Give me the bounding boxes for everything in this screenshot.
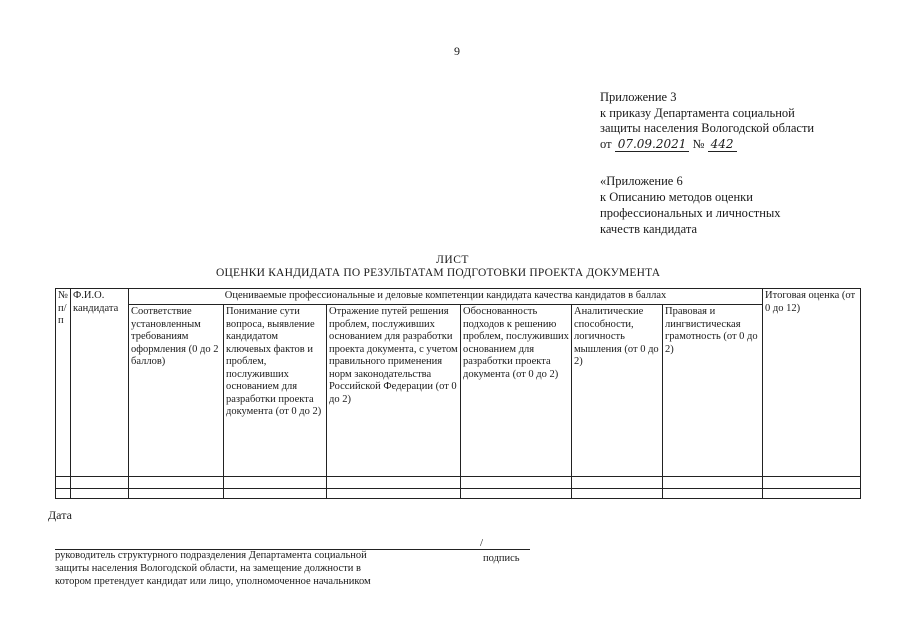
- appendix-line-1: Приложение 3: [600, 90, 677, 104]
- number-prefix: №: [692, 136, 705, 151]
- criterion-header-5: Аналитические способности, логичность мышления (от 0 до 2): [572, 305, 663, 477]
- appendix2-line-4: качеств кандидата: [600, 222, 698, 236]
- criterion-header-6: Правовая и лингвистическая грамотность (от 0 до 2): [663, 305, 763, 477]
- table-cell[interactable]: [71, 477, 129, 489]
- table-cell[interactable]: [71, 489, 129, 499]
- appendix2-line-3: профессиональных и личностных: [600, 206, 781, 220]
- table-cell[interactable]: [763, 489, 861, 499]
- document-title: ЛИСТ: [436, 254, 469, 266]
- table-row: [56, 477, 861, 489]
- signature-label: подпись: [483, 553, 520, 564]
- evaluation-table: [55, 288, 861, 499]
- footer-line-2: защиты населения Вологодской области, на замещение должности в: [55, 563, 361, 574]
- appendix2-line-2: к Описанию методов оценки: [600, 190, 753, 204]
- table-cell[interactable]: [224, 489, 327, 499]
- col-number-header: № п/п: [56, 289, 71, 477]
- table-cell[interactable]: [327, 489, 461, 499]
- signature-slash: /: [480, 537, 484, 549]
- table-cell[interactable]: [663, 477, 763, 489]
- appendix2-line-1: «Приложение 6: [600, 174, 683, 188]
- table-row: [56, 489, 861, 499]
- table-cell[interactable]: [56, 477, 71, 489]
- table-cell[interactable]: [572, 489, 663, 499]
- col-total-header: Итоговая оценка (от 0 до 12): [763, 289, 861, 477]
- date-label: Дата: [48, 508, 72, 522]
- appendix-line-2: к приказу Департамента социальной: [600, 105, 795, 120]
- table-cell[interactable]: [572, 477, 663, 489]
- criterion-header-1: Соответствие установленным требованиям оформления (0 до 2 баллов): [129, 305, 224, 477]
- table-cell[interactable]: [461, 477, 572, 489]
- table-cell[interactable]: [461, 489, 572, 499]
- criterion-header-2: Понимание сути вопроса, выявление кандидатом ключевых фактов и проблем, послуживших основанием для разработки проекта документа (от 0 до 2): [224, 305, 327, 477]
- criterion-header-3: Отражение путей решения проблем, послуживших основанием для разработки проекта документа, с учетом правильного применения норм законодательства Российской Федерации (от 0 до 2): [327, 305, 461, 477]
- table-cell[interactable]: [224, 477, 327, 489]
- table-cell[interactable]: [129, 477, 224, 489]
- order-date: 07.09.2021: [615, 137, 690, 152]
- page-number: 9: [454, 44, 460, 58]
- table-cell[interactable]: [763, 477, 861, 489]
- appendix-date-line: [600, 137, 814, 153]
- table-cell[interactable]: [129, 489, 224, 499]
- col-fio-header: Ф.И.О. кандидата: [71, 289, 129, 477]
- footer-line-1: руководитель структурного подразделения Департамента социальной: [55, 550, 367, 561]
- date-prefix: от: [600, 136, 612, 151]
- document-subtitle: ОЦЕНКИ КАНДИДАТА ПО РЕЗУЛЬТАТАМ ПОДГОТОВКИ ПРОЕКТА ДОКУМЕНТА: [216, 267, 661, 279]
- table-cell[interactable]: [663, 489, 763, 499]
- appendix-line-3: защиты населения Вологодской области: [600, 121, 815, 135]
- table-cell[interactable]: [327, 477, 461, 489]
- order-number: 442: [708, 137, 737, 152]
- signatory-description: [55, 549, 371, 588]
- criterion-header-4: Обоснованность подходов к решению проблем, послуживших основанием для разработки проекта документа (от 0 до 2): [461, 305, 572, 477]
- appendix2-block: [600, 173, 781, 237]
- appendix-block: [600, 90, 814, 152]
- footer-line-3: котором претендует кандидат или лицо, уполномоченное начальником: [55, 576, 371, 587]
- competencies-group-header: Оцениваемые профессиональные и деловые компетенции кандидата качества кандидатов в баллах: [129, 289, 763, 305]
- table-cell[interactable]: [56, 489, 71, 499]
